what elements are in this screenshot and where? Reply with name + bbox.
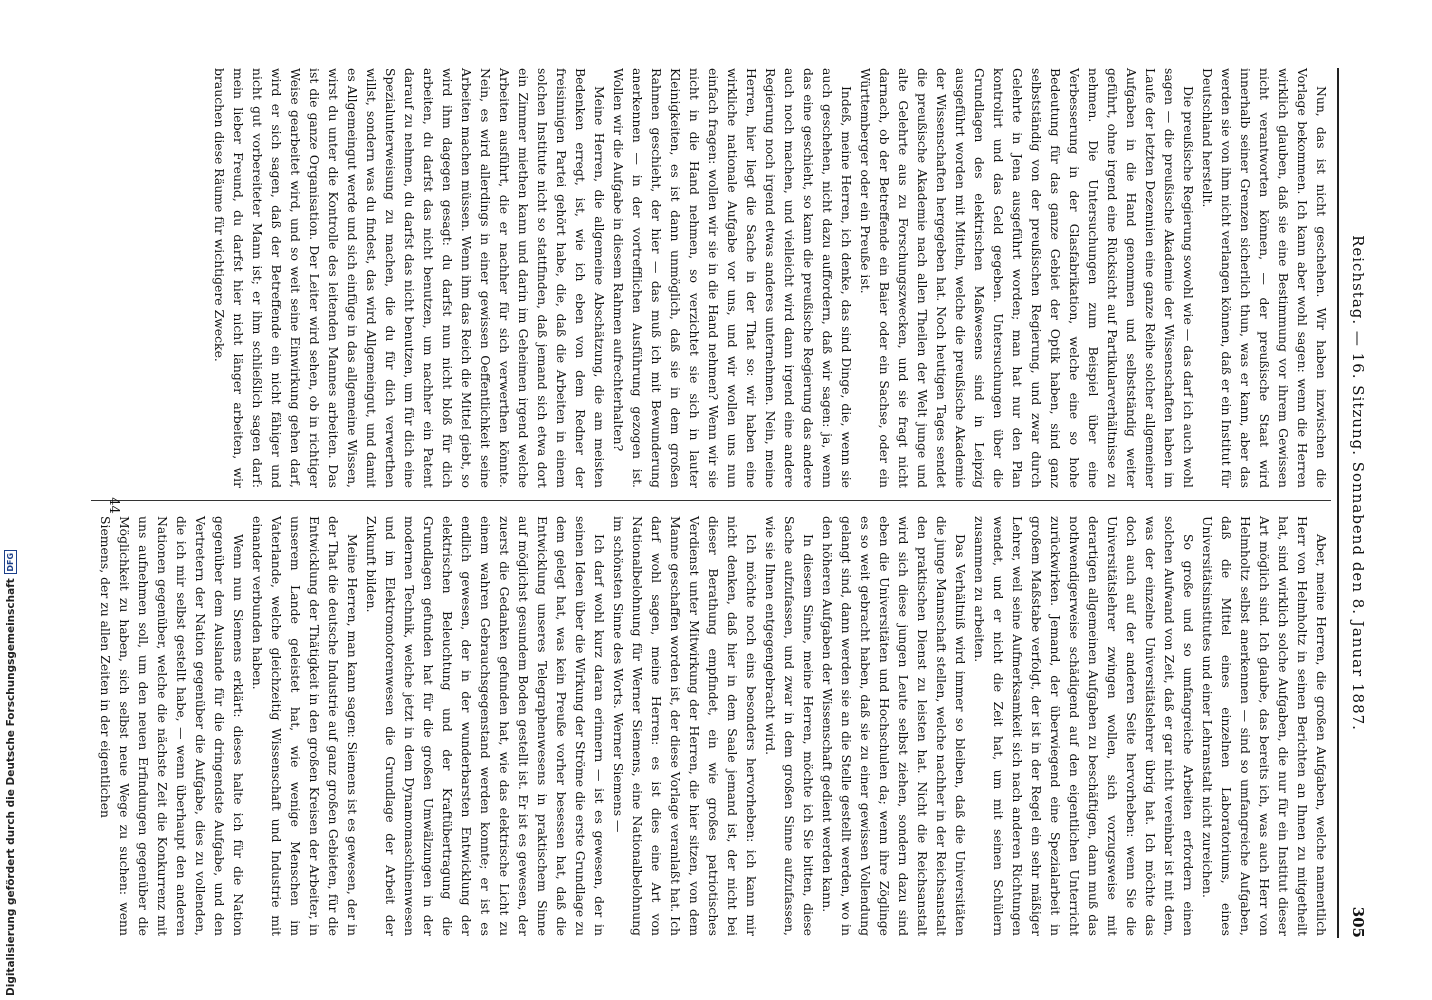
right-paragraph: Ich möchte noch eins besonders hervorheben: ich kann mir nicht denken, daß hier in dem Saale jemand ist, der nicht bei dieser Berathung empfindet, ein wie großes patriotisches Verdienst unter Mitwirkung der Herren, die hier sitzen, von dem Manne geschaffen worden ist, der diese Vorlage veranlaßt hat. Ich darf wohl sagen, meine Herren: es ist dies eine Art von Nationalbelohnung für Werner Siemens, eine Nationalbelohnung im schönsten Sinne des Worts. Werner Siemens —	[611, 516, 759, 936]
right-paragraph: Meine Herren, man kann sagen: Siemens ist es gewesen, der in der That die deutsche Industrie auf ganz großen Gebieten, für die Entwicklung der Thätigkeit in den großen Kreisen der Arbeiter, in unserem Lande geleistet hat, wie wenige Menschen im Vaterlande, welche gleichzeitig Wissenschaft und Industrie mit einander verbunden haben.	[250, 516, 360, 936]
page-header	[1343, 68, 1373, 938]
header-rule	[1337, 68, 1339, 938]
left-paragraph: Die preußische Regierung sowohl wie — das darf ich auch wohl sagen — die preußische Akademie der Wissenschaften haben im Laufe der letzten Dezennien eine ganze Reihe solcher allgemeiner Aufgaben in die Hand genommen und selbstständig weiter geführt, ohne irgend eine Rücksicht auf Partikularverhältnisse zu nehmen. Die Untersuchungen zum Beispiel über eine Verbesserung in der Glasfabrikation, welche eine so hohe Bedeutung für das ganze Gebiet der Optik haben, sind ganz selbstständig von der preußischen Regierung, und zwar durch Gelehrte in Jena ausgeführt worden; man hat nur den Plan kontrolirt und das Geld gegeben. Untersuchungen über die Grundlagen des elektrischen Maßwesens sind in Leipzig ausgeführt worden mit Mitteln, welche die preußische Akademie der Wissenschaften hergegeben hat. Noch heutigen Tages sendet die preußische Akademie nach allen Theilen der Welt junge und alte Gelehrte aus zu Forschungszwecken, und sie fragt nicht darnach, ob der Betreffende ein Baier oder ein Sachse, oder ein Württemberger oder ein Preuße ist.	[858, 68, 1196, 488]
left-paragraph: Indeß, meine Herren, ich denke, das sind Dinge, die, wenn sie auch geschehen, nicht dazu auffordern, daß wir sagen: ja, wenn das eine geschieht, so kann die preußische Regierung das andere auch noch machen, und vielleicht wird dann irgend eine andere Regierung noch irgend etwas anderes unternehmen. Nein, meine Herren, hier liegt die Sache in der That so: wir haben eine wirkliche nationale Aufgabe vor uns, und wir wollen uns nun einfach fragen: wollen wir sie in die Hand nehmen? Wenn wir sie nicht in die Hand nehmen, so verzichtet sie sich in lauter Kleinigkeiten, es ist dann unmöglich, daß sie in dem großen Rahmen geschieht, der hier — das muß ich mit Bewunderung anerkennen — in der vortrefflichen Ausführung gezogen ist. Wollen wir die Aufgabe in diesem Rahmen aufrechterhalten?	[611, 68, 854, 488]
left-paragraph: Nun, das ist nicht geschehen. Wir haben inzwischen die Vorlage bekommen. Ich kann aber wohl sagen: wenn die Herren wirklich glauben, daß sie eine Bestimmung vor ihrem Gewissen nicht verantworten können, — der preußische Staat wird innerhalb seiner Grenzen sicherlich thun, was er kann, aber das werden sie von ihm nicht verlangen können, daß er ein Institut für Deutschland herstellt.	[1200, 68, 1329, 488]
right-paragraph: Ich darf wohl kurz daran erinnern — ist es gewesen, der in seinen Ideen über die Wirkung der Ströme die erste Grundlage zu dem gelegt hat, was kein Preuße vorher besessen hat, daß die Entwicklung unseres Telegraphenwesens in praktischem Sinne auf möglichst gesundem Boden gestellt ist. Er ist es gewesen, der zuerst die Gedanken gefunden hat, wie das elektrische Licht zu einem wahren Gebrauchsgegenstand werden konnte; er ist es endlich gewesen, der in der wunderbarsten Entwicklung der elektrischen Beleuchtung und der Kraftübertragung die Grundlagen gefunden hat für die großen Umwälzungen in der modernen Technik, welche jetzt in dem Dynamomaschinenwesen und im Elektromotorenwesen die Grundlage der Arbeit der Zukunft bilden.	[364, 516, 607, 936]
running-title: Reichstag. — 16. Sitzung. Sonnabend den 8. Januar 1887.	[1349, 235, 1367, 731]
page-number: 305	[1349, 906, 1367, 938]
dfg-logo-icon: DFG	[4, 550, 17, 574]
credit-text: Digitalisierung gefördert durch die Deutsche Forschungsgemeinschaft	[4, 578, 17, 996]
column-divider	[91, 500, 1331, 501]
right-paragraph: Das Verhältniß wird immer so bleiben, daß die Universitäten die junge Mannschaft stellen, welche nachher in der Reichsanstalt den praktischen Dienst zu leisten hat. Nicht die Reichsanstalt wird sich diese jungen Leute selbst ziehen, sondern dazu sind eben die Universitäten und Hochschulen da; wenn ihre Zöglinge es so weit gebracht haben, daß sie zu einer gewissen Vollendung gelangt sind, dann werden sie an die Stelle gestellt werden, wo in den höheren Aufgaben der Wissenschaft gedient werden kann.	[820, 516, 968, 936]
left-column	[212, 68, 1331, 488]
footer-page-number: 44	[106, 497, 121, 514]
digitization-credit	[4, 550, 17, 996]
right-paragraph: Aber, meine Herren, die großen Aufgaben, welche namentlich Herr von Helmholtz in seinen Berichten an Ihnen zu mitgetheilt hat, sind wirklich solche Aufgaben, die nur für ein Institut dieser Art möglich sind. Ich glaube, das bereits ich, was auch Herr von Helmholtz selbst anerkennen — sind so umfangreiche Aufgaben, daß die Mittel eines einzelnen Laboratoriums, eines Universitätsinstitutes und einer Lehranstalt nicht zureichen.	[1200, 516, 1329, 936]
left-paragraph: Meine Herren, die allgemeine Abschätzung, die am meisten Bedenken erregt, ist, wie ich eben von dem Redner der freisinnigen Partei gehört habe, die, daß die Arbeiten in einem solchen Institute nicht so stattfinden, daß jemand sich etwa dort ein Zimmer miethen kann und darin im Geheimen irgend welche Arbeiten ausführt, die er nachher für sich verwerthen könnte. Nein, es wird allerdings in einer gewissen Oeffentlichkeit seine Arbeiten machen müssen. Wenn ihm das Reich die Mittel giebt, so wird ihm dagegen gesagt: du darfst nun nicht bloß für dich arbeiten, du darfst das nicht benutzen, um nachher ein Patent darauf zu nehmen, du darfst das nicht benutzen, um für dich eine Spezialunterweisung zu machen, die du für dich verwerthen willst, sondern was du findest, das wird Allgemeingut, und damit es Allgemeingut werde und sich einfüge in das allgemeine Wissen, wirst du unter die Kontrolle des leitenden Mannes arbeiten. Das ist die ganze Organisation. Der Leiter wird sehen, ob in richtiger Weise gearbeitet wird, und so weit seine Einwirkung gehen darf, wird er sich sagen, daß der Betreffende ein nicht fähiger und nicht gut vorbereiteter Mann ist; er ihm schließlich sagen darf: mein lieber Freund, du darfst hier nicht länger arbeiten, wir brauchen diese Räume für wichtigere Zwecke.	[212, 68, 607, 488]
right-paragraph: In diesem Sinne, meine Herren, möchte ich Sie bitten, diese Sache aufzufassen, und zwar in dem großen Sinne aufzufassen, wie sie Ihnen entgegengebracht wird.	[763, 516, 816, 936]
rotated-document-page	[73, 38, 1373, 973]
right-column	[91, 516, 1331, 936]
right-paragraph: Wenn nun Siemens erklärt: dieses halte ich für die Nation gegenüber dem Auslande für die dringendste Aufgabe, und den Vertretern der Nation gegenüber die Aufgabe, dies zu vollenden, die ich mir selbst gestellt habe, — wenn überhaupt den anderen Nationen gegenüber, welche die nächste Zeit die Konkurrenz mit uns aufnehmen soll, um den neuen Erfindungen gegenüber die Möglichkeit zu haben, sich selbst neue Wege zu suchen: wenn Siemens, der zu allen Zeiten in der eigentlichen	[98, 516, 246, 936]
right-paragraph: So große und so umfangreiche Arbeiten erfordern einen solchen Aufwand von Zeit, daß er gar nicht vereinbar ist mit dem, was der einzelne Universitätslehrer übrig hat. Ich möchte das doch auch auf der anderen Seite hervorheben: wenn Sie die Universitätslehrer zwingen wollen, sich vorzugsweise mit derartigen allgemeinen Aufgaben zu beschäftigen, dann muß das nothwendigerweise schädigend auf den eigentlichen Unterricht zurückwirken. Jemand, der überwiegend eine Spezialarbeit in großem Maßstabe verfolgt, der ist in der Regel ein sehr mäßiger Lehrer, weil seine Aufmerksamkeit sich nach anderen Richtungen wendet, und er nicht die Zeit hat, um mit seinen Schülern zusammen zu arbeiten.	[972, 516, 1196, 936]
